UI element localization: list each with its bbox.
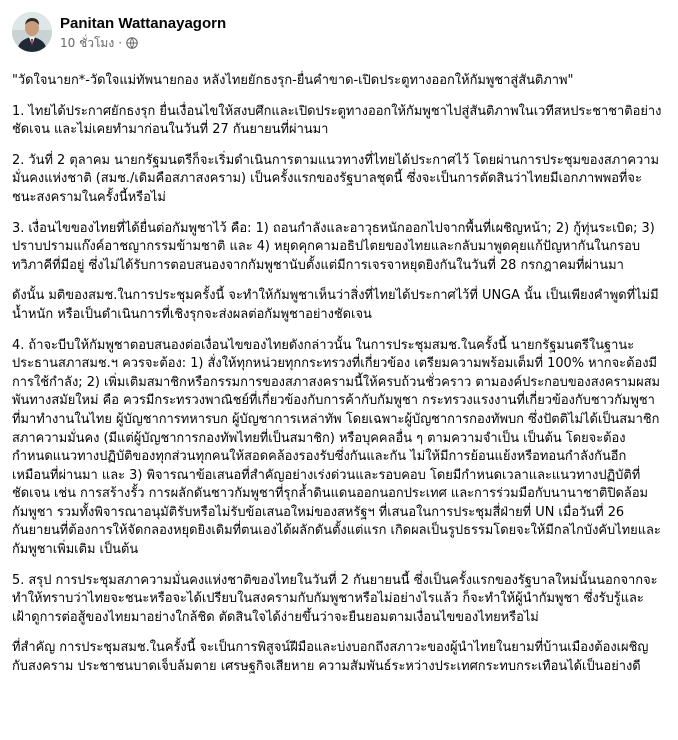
post-paragraph-conclusion: ดังนั้น มติของสมช.ในการประชุมครั้งนี้ จะทำให้กัมพูชาเห็นว่าสิ่งที่ไทยได้ประกาศไว้ที่ UNGA นั้น เป็นเพียงคำพูดที่ไม่มีน้ำหนัก หรือเป็นดำเนินการที่เชิงรุกจะส่งผลต่อกัมพูชาอย่างชัดเจน (12, 288, 659, 322)
globe-icon (126, 37, 138, 49)
post-meta (60, 12, 226, 51)
post-subline (60, 35, 226, 51)
post-paragraph-3: 3. เงื่อนไขของไทยที่ได้ยื่นต่อกัมพูชาไว้ คือ: 1) ถอนกำลังและอาวุธหนักออกไปจากพื้นที่เผชิญหน้า; 2) กู้ทุ่นระเบิด; 3) ปราบปรามแก๊งค์อาชญากรรมข้ามชาติ และ 4) หยุดคุกคามอธิปไตยของไทยและกลับมาพูดคุยแก้ปัญหากันในกรอบทวิภาคีที่มีอยู่ ซึ่งไม่ได้รับการตอบสนองจากกัมพูชานับตั้งแต่มีการเจรจาหยุดยิงกันในวันที่ 28 กรกฎาคมที่ผ่านมา (12, 220, 655, 273)
avatar-image (12, 12, 52, 52)
separator-dot: · (118, 36, 123, 50)
post-paragraph-final: ที่สำคัญ การประชุมสมช.ในครั้งนี้ จะเป็นการพิสูจน์ฝีมือและบ่งบอกถึงสภาวะของผู้นำไทยในยามที่บ้านเมืองต้องเผชิญกับสงคราม ประชาชนบาดเจ็บล้มตาย เศรษฐกิจเสียหาย ความสัมพันธ์ระหว่างประเทศกระทบกระเทือนได้เป็นอย่างดี (12, 640, 649, 675)
author-name[interactable]: Panitan Wattanayagorn (60, 15, 227, 32)
post-paragraph-1: 1. ไทยได้ประกาศยักธงรุก ยื่นเงื่อนไขให้สงบศึกและเปิดประตูทางออกให้กัมพูชาไปสู่สันติภาพในเวทีสหประชาชาติอย่างชัดเจน และไม่เคยทำมาก่อนในวันที่ 27 กันยายนที่ผ่านมา (12, 103, 662, 138)
author-avatar[interactable] (12, 12, 52, 52)
post-paragraph-4: 4. ถ้าจะบีบให้กัมพูชาตอบสนองต่อเงื่อนไขของไทยดังกล่าวนั้น ในการประชุมสมช.ในครั้งนี้ นายกรัฐมนตรีในฐานะประธานสภาสมช.ฯ ควรจะต้อง: 1) สั่งให้ทุกหน่วยทุกกระทรวงที่เกี่ยวข้อง เตรียมความพร้อมเต็มที่ 100% หากจะต้องมีการใช้กำลัง; 2) เพิ่มเติมสมาชิกหรือกรรมการของสภาสงครามนี้ให้ครบถ้วนชั่วคราว ตามองค์ประกอบของสงครามผสมพันทางสมัยใหม่ คือ ควรมีกระทรวงพาณิชย์ที่เกี่ยวข้องกับการค้ากับกัมพูชา กระทรวงแรงงานที่เกี่ยวข้องกับชาวกัมพูชาที่มาทำงานในไทย ผู้บัญชาการทหารบก ผู้บัญชาการเหล่าทัพ โดยเฉพาะผู้บัญชาการกองทัพบก ซึ่งปัตติไม่ได้เป็นสมาชิกสภาความมั่นคง (มีแต่ผู้บัญชาการกองทัพไทยที่เป็นสมาชิก) หรือบุคคลอื่น ๆ ตามความจำเป็น เป็นต้น โดยจะต้องกำหนดแนวทางปฏิบัติของทุกส่วนทุกคนให้สอดคล้องรองรับซึ่งกันและกัน ไม่ให้มีการย้อนแย้งหรือทอนกำลังกันอีกเหมือนที่ผ่านมา และ 3) พิจารณาข้อเสนอที่สำคัญอย่างเร่งด่วนและรอบคอบ โดยมีกำหนดเวลาและแนวทางปฏิบัติที่ชัดเจน เช่น การสร้างรั้ว การผลักดันชาวกัมพูชาที่รุกล้ำดินแดนออกนอกประเทศ และการร่วมมือกับนานาชาติปิดล้อมกัมพูชา รวมทั้งพิจารณาอนุมัติรับหรือไม่รับข้อเสนอใหม่ของสหรัฐฯ ที่เสนอในการประชุมสี่ฝ่ายที่ UN เมื่อวันที่ 26 กันยายนที่ต้องการให้จัดกลองหยุดยิงเดิมที่ตนเองได้ผลักดันตั้งแต่แรก เกิดผลเป็นรูปธรรมโดยจะให้มีกลไกบังคับไทยและกัมพูชาเพิ่มเติม เป็นต้น (12, 337, 661, 558)
post-headline: "วัดใจนายก*-วัดใจแม่ทัพนายกอง หลังไทยยักธงรุก-ยื่นคำขาด-เปิดประตูทางออกให้กัมพูชาสู่สันติภาพ" (12, 73, 574, 88)
post-paragraph-5: 5. สรุป การประชุมสภาความมั่นคงแห่งชาติของไทยในวันที่ 2 กันยายนนี้ ซึ่งเป็นครั้งแรกของรัฐบาลใหม่นั้นนอกจากจะทำให้ทราบว่าไทยจะชนะหรือจะได้เปรียบในสงครามกับกัมพูชาหรือไม่อย่างไรแล้ว ก็จะทำให้ผู้นำกัมพูชา ซึ่งรับรู้และเฝ้าดูการต่อสู้ของไทยมาอย่างใกล้ชิด ตัดสินใจได้ง่ายขึ้นว่าจะยืนยอมตามเงื่อนไขของไทยหรือไม่ (12, 572, 658, 625)
post-header (12, 12, 668, 60)
post-paragraph-2: 2. วันที่ 2 ตุลาคม นายกรัฐมนตรีก็จะเริ่มดำเนินการตามแนวทางที่ไทยได้ประกาศไว้ โดยผ่านการประชุมของสภาความมั่นคงแห่งชาติ (สมช./เดิมคือสภาสงคราม) เป็นครั้งแรกของรัฐบาลชุดนี้ ซึ่งจะเป็นการตัดสินว่าไทยมีเอกภาพพอที่จะชนะสงครามในครั้งนี้หรือไม่ (12, 152, 660, 205)
post-timestamp[interactable]: 10 ชั่วโมง (60, 36, 115, 50)
post-body (12, 72, 668, 677)
